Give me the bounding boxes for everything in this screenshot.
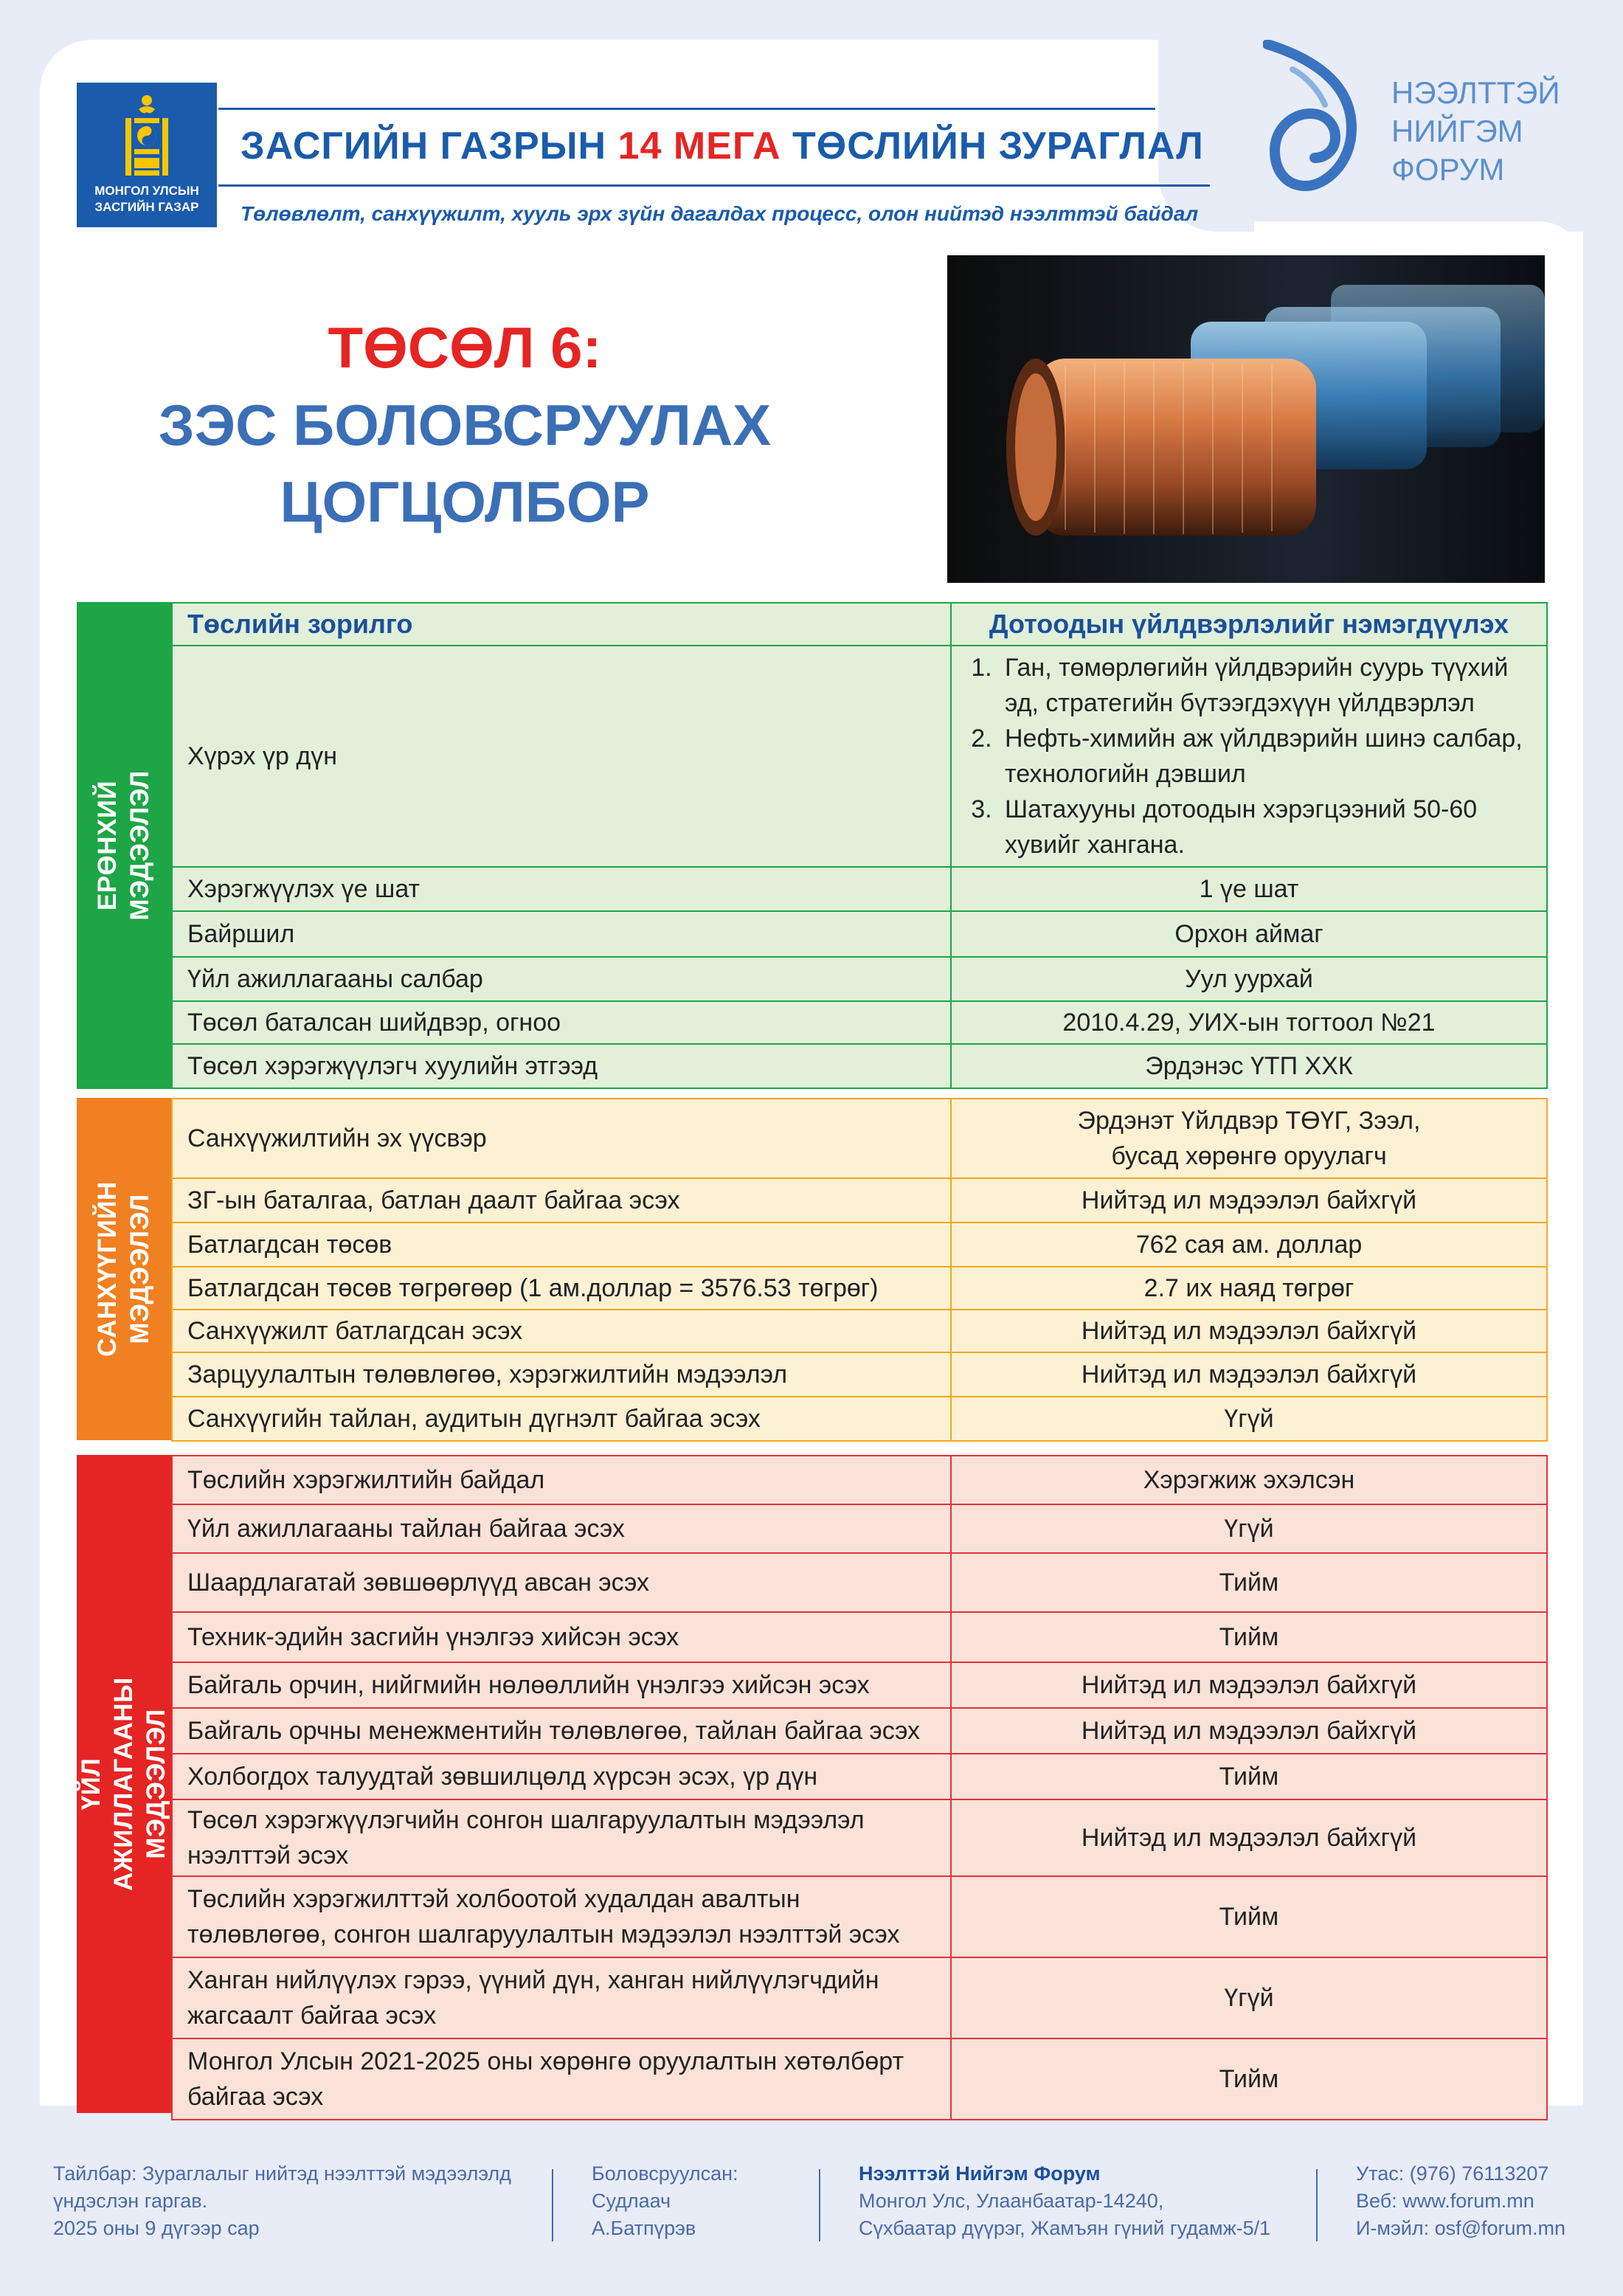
row-label: Санхүүжилт батлагдсан эсэх [172,1310,951,1352]
footer-prepared: Боловсруулсан: Судлаач А.Батпүрэв [592,2162,738,2239]
table-row [172,867,1547,911]
list-item: 2. Нефть-химийн аж үйлдвэрийн шинэ салбар, технологийн дэвшил [999,721,1532,792]
row-label: Холбогдох талуудтай зөвшилцөлд хүрсэн эсэх, үр дүн [172,1754,951,1799]
table-row [172,1612,1547,1662]
row-label: Үйл ажиллагааны салбар [172,957,951,1001]
forum-logo-icon [1263,40,1388,210]
list-item: 3. Шатахууны дотоодын хэрэгцээний 50-60 хувийг хангана. [999,792,1532,862]
row-label: Төсөл баталсан шийдвэр, огноо [172,1001,951,1044]
row-label: Батлагдсан төсөв төгрөгөөр (1 ам.доллар = 3576.53 төгрөг) [172,1267,951,1310]
row-label: Шаардлагатай зөвшөөрлүүд авсан эсэх [172,1553,951,1612]
table-row [172,1001,1547,1044]
finance-table [171,1098,1548,1442]
row-label: Байгаль орчин, нийгмийн нөлөөллийн үнэлгээ хийсэн эсэх [172,1662,951,1708]
row-value: 2.7 их наяд төгрөг [951,1267,1547,1310]
row-value: Нийтэд ил мэдээлэл байхгүй [951,1708,1547,1754]
project-number: ТӨСӨЛ 6: [328,315,602,380]
table-row [172,1352,1547,1397]
table-row [172,646,1547,867]
footer-organization [859,2160,1270,2242]
row-value: Орхон аймаг [951,911,1547,957]
row-value: Нийтэд ил мэдээлэл байхгүй [951,1662,1547,1708]
table-row [172,1957,1547,2039]
row-label: Техник-эдийн засгийн үнэлгээ хийсэн эсэх [172,1612,951,1662]
row-label: Төслийн хэрэгжилттэй холбоотой худалдан авалтын төлөвлөгөө, сонгон шалгаруулалтын мэдээлэл нээлттэй эсэх [172,1876,951,1957]
table-row [172,1267,1547,1310]
section-finance-label: САНХҮҮГИЙН МЭДЭЭЛЭЛ [93,1181,154,1357]
row-value: Нийтэд ил мэдээлэл байхгүй [951,1799,1547,1876]
row-label: Монгол Улсын 2021-2025 оны хөрөнгө оруулалтын хөтөлбөрт байгаа эсэх [172,2039,951,2120]
footer-divider [819,2169,820,2241]
forum-name: НЭЭЛТТЭЙ НИЙГЭМ ФОРУМ [1391,75,1560,187]
row-label: Батлагдсан төсөв [172,1223,951,1267]
row-label: ЗГ-ын баталгаа, батлан даалт байгаа эсэх [172,1178,951,1223]
footer-divider [1316,2169,1318,2241]
header-subtitle: Төлөвлөлт, санхүүжилт, хууль эрх зүйн дагалдах процесс, олон нийтэд нээлттэй байдал [240,202,1199,225]
table-row [172,1456,1547,1504]
row-label: Төсөл хэрэгжүүлэгчийн сонгон шалгаруулалтын мэдээлэл нээлттэй эсэх [172,1799,951,1876]
table-row [172,1754,1547,1799]
table-row [172,1876,1547,1957]
table-row [172,1223,1547,1267]
row-value: Эрдэнэт Үйлдвэр ТӨҮГ, Зээл, бусад хөрөнгө оруулагч [951,1099,1547,1178]
footer-org-name: Нээлттэй Нийгэм Форум [859,2162,1101,2185]
section-general-label-bar [77,602,171,1089]
section-general [77,602,1546,1089]
table-row [172,1553,1547,1612]
results-label: Хүрэх үр дүн [172,646,951,867]
list-item: 1. Ган, төмөрлөгийн үйлдвэрийн суурь түүхий эд, стратегийн бүтээгдэхүүн үйлдвэрлэл [999,650,1532,721]
results-list [999,650,1532,862]
goal-value: Дотоодын үйлдвэрлэлийг нэмэгдүүлэх [951,603,1547,646]
row-label: Төслийн хэрэгжилтийн байдал [172,1456,951,1504]
row-value: Уул уурхай [951,957,1547,1001]
operations-table [171,1455,1548,2120]
row-label: Ханган нийлүүлэх гэрээ, үүний дүн, ханган нийлүүлэгчдийн жагсаалт байгаа эсэх [172,1957,951,2039]
row-value: Үгүй [951,1397,1547,1441]
general-table [171,602,1548,1089]
table-row [172,1799,1547,1876]
row-value: Нийтэд ил мэдээлэл байхгүй [951,1310,1547,1352]
row-label: Зарцуулалтын төлөвлөгөө, хэрэгжилтийн мэдээлэл [172,1352,951,1397]
copper-wire-photo [947,255,1545,583]
row-label: Төсөл хэрэгжүүлэгч хуулийн этгээд [172,1044,951,1088]
row-label: Санхүүжилтийн эх үүсвэр [172,1099,951,1178]
soyombo-icon [122,93,171,180]
goal-label: Төслийн зорилго [172,603,951,646]
row-value: Нийтэд ил мэдээлэл байхгүй [951,1178,1547,1223]
table-row [172,1662,1547,1708]
row-label: Байгаль орчны менежментийн төлөвлөгөө, тайлан байгаа эсэх [172,1708,951,1754]
table-row [172,1310,1547,1352]
row-value: Тийм [951,1876,1547,1957]
row-value: Нийтэд ил мэдээлэл байхгүй [951,1352,1547,1397]
row-value: Тийм [951,1754,1547,1799]
row-value: 1 үе шат [951,867,1547,911]
government-emblem [77,83,217,227]
table-row [172,1708,1547,1754]
header-rule-top [218,108,1155,110]
section-finance [77,1098,1546,1440]
emblem-text: МОНГОЛ УЛСЫН ЗАСГИЙН ГАЗАР [94,184,199,214]
footer-note: Тайлбар: Зураглалыг нийтэд нээлттэй мэдээлэлд үндэслэн гаргав. 2025 оны 9 дүгээр сар [53,2162,511,2239]
row-value: Тийм [951,1612,1547,1662]
row-value: Эрдэнэс ҮТП ХХК [951,1044,1547,1088]
footer-org-address: Монгол Улс, Улаанбаатар-14240, Сүхбаатар дүүрэг, Жамъян гүний гудамж-5/1 [859,2190,1271,2239]
row-label: Санхүүгийн тайлан, аудитын дүгнэлт байгаа эсэх [172,1397,951,1441]
row-label: Байршил [172,911,951,957]
row-value: 762 сая ам. доллар [951,1223,1547,1267]
table-row [172,1044,1547,1088]
section-finance-label-bar [77,1098,171,1440]
row-value: Үгүй [951,1957,1547,2039]
row-value: Хэрэгжиж эхэлсэн [951,1456,1547,1504]
row-label: Үйл ажиллагааны тайлан байгаа эсэх [172,1504,951,1553]
header-rule-bottom [218,184,1210,187]
project-title: ЗЭС БОЛОВСРУУЛАХ ЦОГЦОЛБОР [158,393,772,534]
table-row [172,603,1547,646]
header-title: ЗАСГИЙН ГАЗРЫН 14 МЕГА ТӨСЛИЙН ЗУРАГЛАЛ [240,125,1204,167]
row-label: Хэрэгжүүлэх үе шат [172,867,951,911]
table-row [172,911,1547,957]
table-row [172,1397,1547,1441]
table-row [172,957,1547,1001]
table-row [172,2039,1547,2120]
row-value: Үгүй [951,1504,1547,1553]
row-value: Тийм [951,2039,1547,2120]
row-value: 2010.4.29, УИХ-ын тогтоол №21 [951,1001,1547,1044]
results-list-cell [951,646,1547,867]
section-operations [77,1455,1546,2113]
table-row [172,1178,1547,1223]
table-row [172,1099,1547,1178]
section-general-label: ЕРӨНХИЙ МЭДЭЭЛЭЛ [93,770,154,921]
row-value: Тийм [951,1553,1547,1612]
section-operations-label-bar [77,1455,171,2113]
table-row [172,1504,1547,1553]
section-operations-label: ҮЙЛ АЖИЛЛАГААНЫ МЭДЭЭЛЭЛ [77,1677,170,1891]
footer-contacts: Утас: (976) 76113207 Веб: www.forum.mn И-мэйл: osf@forum.mn [1356,2162,1566,2239]
footer-divider [552,2169,553,2241]
